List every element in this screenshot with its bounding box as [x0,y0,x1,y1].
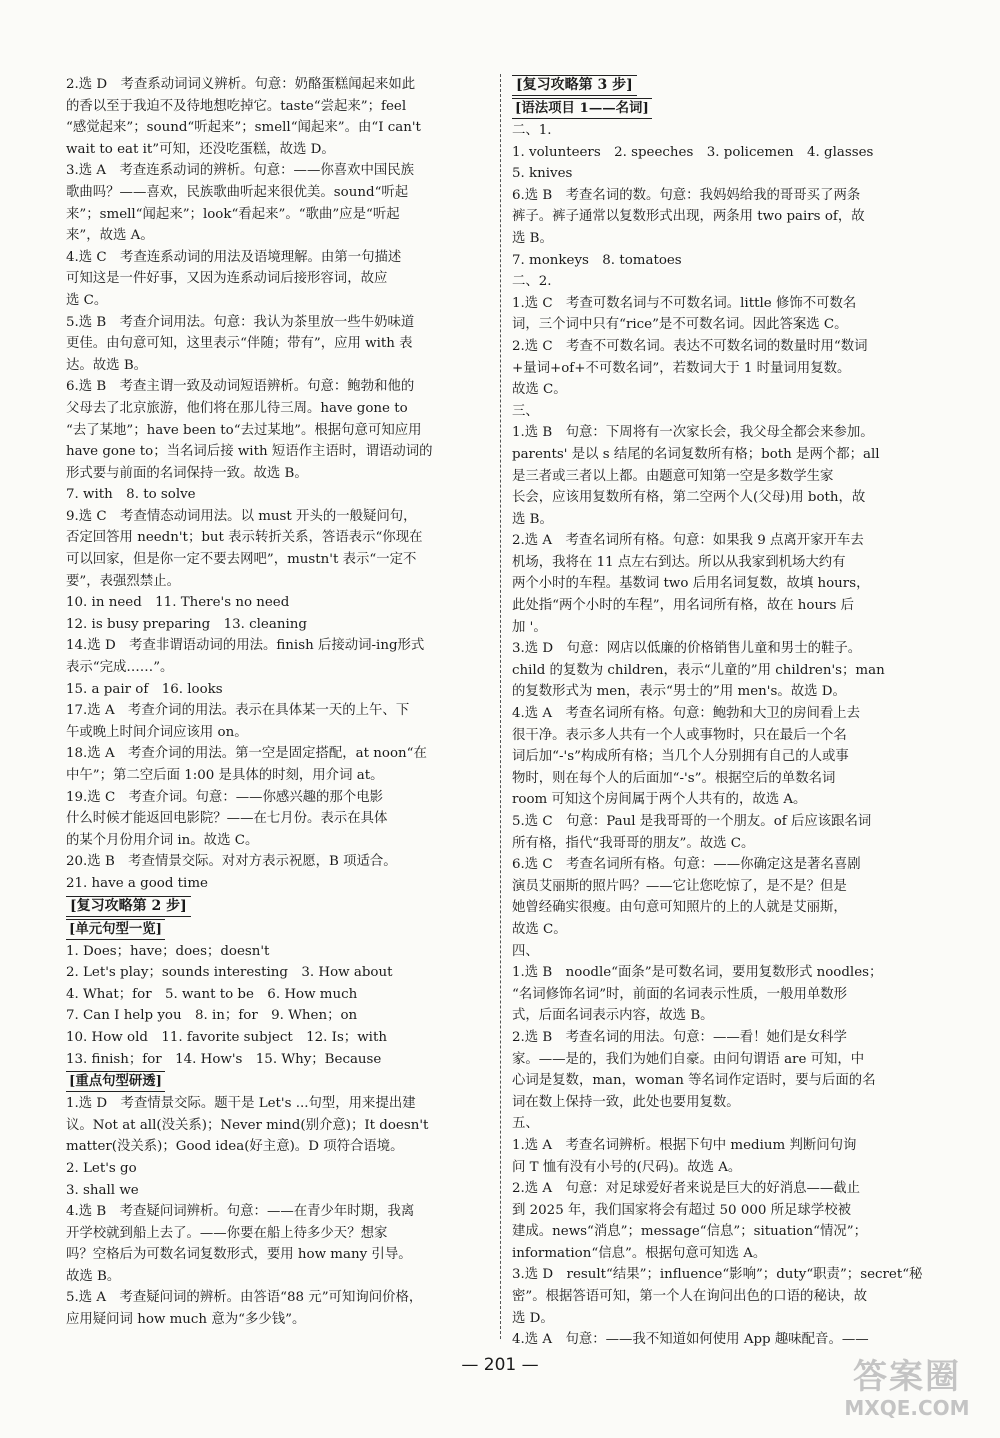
answer-line: 物时，则在每个人的后面加“-'s”。根据空后的单数名词 [512,770,836,786]
answer-line: 达。故选 B。 [66,357,148,373]
answer-line: 五、 [512,1116,539,1132]
left-column [66,74,486,1331]
answer-line: 1. Does；have；does；doesn't [66,943,270,959]
answer-line: 4.选 A 句意：——我不知道如何使用 App 趣味配音。—— [512,1332,869,1348]
subheading-row [512,97,937,120]
subsection-heading: [语法项目 1——名词] [512,98,652,119]
answer-line: 20.选 B 考查情景交际。对对方表示祝愿，B 项适合。 [66,854,397,870]
answer-line: 故选 C。 [512,382,567,398]
answer-line: 13. finish；for 14. How's 15. Why；Because [66,1051,382,1067]
right-column [512,74,937,1351]
answer-line: 两个小时的车程。基数词 two 后用名词复数，故填 hours， [512,576,870,592]
answer-line: 3.选 D result“结果”；influence“影响”；duty“职责”；secret“秘 [512,1267,923,1283]
answer-line: 2.选 A 考查名词所有格。句意：如果我 9 点离开家开车去 [512,533,864,549]
subheading-row [66,918,486,941]
answer-line: 父母去了北京旅游，他们将在那儿待三周。have gone to [66,400,408,416]
answer-line: 到 2025 年，我们国家将会有超过 50 000 所足球学校被 [512,1202,851,1218]
answer-line: 的某个月份用介词 in。故选 C。 [66,832,259,848]
answer-line: 2.选 B 考查名词的用法。句意：——看！她们是女科学 [512,1029,847,1045]
answer-line: 可以回家，但是你一定不要去网吧”，mustn't 表示“一定不 [66,552,417,568]
answer-line: 的复数形式为 men，表示“男士的”用 men's。故选 D。 [512,684,846,700]
answer-line: information“信息”。根据句意可知选 A。 [512,1245,767,1261]
answer-line: 表示“完成……”。 [66,660,174,676]
answer-line: 二、2. [512,274,552,290]
heading-row [66,895,486,918]
answer-line: 词，三个词中只有“rice”是不可数名词。因此答案选 C。 [512,317,848,333]
answer-line: wait to eat it”可知，还没吃蛋糕，故选 D。 [66,141,335,157]
answer-line: 15. a pair of 16. looks [66,681,223,697]
answer-line: 4.选 B 考查疑问词辨析。句意：——在青少年时期，我离 [66,1204,415,1220]
answer-line: 来”；smell“闻起来”；look“看起来”。“歌曲”应是“听起 [66,206,400,222]
column-divider [500,74,501,1339]
answer-line: 可知这是一件好事，又因为连系动词后接形容词，故应 [66,271,388,287]
answer-line: 加 '。 [512,619,547,635]
answer-line: 7. with 8. to solve [66,487,196,503]
answer-line: 选 D。 [512,1310,554,1326]
answer-line: parents' 是以 s 结尾的名词复数所有格；both 是两个都；all [512,446,880,462]
answer-line: 四、 [512,943,539,959]
answer-line: 的香以至于我迫不及待地想吃掉它。taste“尝起来”；feel [66,98,407,114]
answer-line: 5. knives [512,166,573,182]
answer-line: 很干净。表示多人共有一个人或事物时，只在最后一个名 [512,727,847,743]
answer-line: 要”，表强烈禁止。 [66,573,180,589]
answer-line: 5.选 B 考查介词用法。句意：我认为茶里放一些牛奶味道 [66,314,415,330]
answer-line: 3.选 D 句意：网店以低廉的价格销售儿童和男士的鞋子。 [512,641,862,657]
answer-line: 选 B。 [512,230,553,246]
answer-line: 词在数上保持一致，此处也要用复数。 [512,1094,740,1110]
answer-line: 9.选 C 考查情态动词用法。以 must 开头的一般疑问句， [66,508,417,524]
answer-line: 17.选 A 考查介词的用法。表示在具体某一天的上午、下 [66,703,410,719]
answer-line: 形式要与前面的名词保持一致。故选 B。 [66,465,308,481]
answer-line: 2.选 C 考查不可数名词。表达不可数名词的数量时用“数词 [512,338,868,354]
answer-line: 什么时候才能返回电影院？——在七月份。表示在具体 [66,811,388,827]
answer-line: 议。Not at all(没关系)；Never mind(别介意)；It doesn't [66,1117,429,1133]
answer-line: 故选 B。 [66,1268,121,1284]
answer-line: 18.选 A 考查介词的用法。第一空是固定搭配，at noon“在 [66,746,427,762]
watermark-url: MXQE.COM [844,1396,970,1420]
heading-row [512,74,937,97]
answer-line: 裤子。裤子通常以复数形式出现，两条用 two pairs of，故 [512,209,865,225]
subsection-heading: [单元句型一览] [66,919,165,940]
answer-line: 6.选 C 考查名词所有格。句意：——你确定这是著名喜剧 [512,857,861,873]
answer-line: 1.选 C 考查可数名词与不可数名词。little 修饰不可数名 [512,295,857,311]
answer-line: 家。——是的，我们为她们自豪。由问句谓语 are 可知，中 [512,1051,865,1067]
answer-line: 问 T 恤有没有小号的(尺码)。故选 A。 [512,1159,742,1175]
answer-line: 4. What；for 5. want to be 6. How much [66,986,358,1002]
answer-line: 7. monkeys 8. tomatoes [512,252,682,268]
answer-line: 19.选 C 考查介词。句意：——你感兴趣的那个电影 [66,789,383,805]
answer-line: +量词+of+不可数名词”，若数词大于 1 时量词用复数。 [512,360,851,376]
answer-line: “感觉起来”；sound“听起来”；smell“闻起来”。由“I can't [66,120,421,136]
watermark-logo [832,1358,982,1430]
answer-line: 1.选 A 考查名词辨析。根据下句中 medium 判断问句询 [512,1137,857,1153]
answer-line: 建成。news“消息”；message“信息”；situation“情况”； [512,1224,867,1240]
answer-line: 应用疑问词 how much 意为“多少钱”。 [66,1312,306,1328]
answer-line: 所有格，指代“我哥哥的朋友”。故选 C。 [512,835,755,851]
answer-line: 2. Let's go [66,1160,137,1176]
answer-line: 1.选 B noodle“面条”是可数名词，要用复数形式 noodles； [512,965,883,981]
answer-line: 中午”；第二空后面 1:00 是具体的时刻，用介词 at。 [66,768,384,783]
answer-line: 1.选 D 考查情景交际。题干是 Let's ...句型，用来提出建 [66,1096,416,1112]
answer-line: 三、 [512,403,539,419]
answer-line: 午或晚上时间介词应该用 on。 [66,724,248,740]
subheading-row [66,1070,486,1093]
answer-line: 6.选 B 考查名词的数。句意：我妈妈给我的哥哥买了两条 [512,187,861,203]
page-number: — 201 — [461,1355,539,1375]
answer-line: 6.选 B 考查主谓一致及动词短语辨析。句意：鲍勃和他的 [66,379,415,395]
answer-line: 7. Can I help you 8. in；for 9. When；on [66,1008,358,1024]
answer-line: 故选 C。 [512,921,567,937]
section-heading: [复习攻略第 3 步] [512,75,637,96]
answer-line: 5.选 C 句意：Paul 是我哥哥的一个朋友。of 后应该跟名词 [512,814,872,829]
answer-line: matter(没关系)；Good idea(好主意)。D 项符合语境。 [66,1139,404,1155]
answer-line: 她曾经确实很瘦。由句意可知照片的上的人就是艾丽斯， [512,900,847,916]
answer-line: 10. in need 11. There's no need [66,595,290,611]
answer-line: 10. How old 11. favorite subject 12. Is；with [66,1029,387,1045]
answer-line: 5.选 A 考查疑问词的辨析。由答语“88 元”可知询问价格， [66,1290,423,1306]
answer-line: 1.选 B 句意：下周将有一次家长会，我父母全都会来参加。 [512,425,874,441]
answer-line: room 可知这个房间属于两个人共有的，故选 A。 [512,792,807,808]
answer-line: 歌曲吗？——喜欢，民族歌曲听起来很优美。sound“听起 [66,184,409,200]
answer-line: 3. shall we [66,1182,139,1198]
answer-line: 是三者或三者以上都。由题意可知第一空是多数学生家 [512,468,834,484]
answer-line: 密”。根据答语可知，第一个人在询问出色的口语的秘诀，故 [512,1289,867,1305]
answer-line: 否定回答用 needn't；but 表示转折关系，答语表示“你现在 [66,530,423,546]
answer-line: 机场，我将在 11 点左右到达。所以从我家到机场大约有 [512,554,846,570]
answer-line: 演员艾丽斯的照片吗？——它让您吃惊了，是不是？但是 [512,878,847,894]
answer-line: 更佳。由句意可知，这里表示“伴随；带有”，应用 with 表 [66,336,413,352]
answer-line: 4.选 A 考查名词所有格。句意：鲍勃和大卫的房间看上去 [512,706,861,722]
answer-line: 吗？空格后为可数名词复数形式，要用 how many 引导。 [66,1247,412,1263]
answer-line: 4.选 C 考查连系动词的用法及语境理解。由第一句描述 [66,249,402,265]
answer-line: 词后加“-'s”构成所有格；当几个人分别拥有自己的人或事 [512,749,849,765]
answer-line: 长会，应该用复数所有格，第二空两个人(父母)用 both，故 [512,490,866,506]
answer-line: 2. Let's play；sounds interesting 3. How about [66,965,393,981]
answer-line: 来”，故选 A。 [66,228,154,244]
answer-line: 14.选 D 考查非谓语动词的用法。finish 后接动词-ing形式 [66,638,425,654]
answer-line: “去了某地”；have been to“去过某地”。根据句意可知应用 [66,422,422,438]
section-heading: [复习攻略第 2 步] [66,896,191,917]
answer-line: 开学校就到船上去了。——你要在船上待多少天？想家 [66,1225,388,1241]
answer-line: 12. is busy preparing 13. cleaning [66,616,307,632]
answer-line: child 的复数为 children，表示“儿童的”用 children's；man [512,662,885,678]
subsection-heading: [重点句型研透] [66,1071,165,1092]
answer-line: have gone to；当名词后接 with 短语作主语时，谓语动词的 [66,444,433,460]
watermark-logo-text: 答案圈 [853,1357,961,1397]
answer-line: 二、1. [512,123,552,138]
answer-line: 选 C。 [66,292,108,308]
answer-line: 3.选 A 考查连系动词的辨析。句意：——你喜欢中国民族 [66,163,415,179]
answer-line: 式，后面名词表示内容，故选 B。 [512,1008,714,1024]
answer-line: 1. volunteers 2. speeches 3. policemen 4. glasses [512,144,874,160]
answer-line: “名词修饰名词”时，前面的名词表示性质，一般用单数形 [512,986,848,1002]
answer-line: 21. have a good time [66,875,208,891]
answer-line: 此处指“两个小时的车程”，用名词所有格，故在 hours 后 [512,598,854,614]
answer-line: 2.选 A 句意：对足球爱好者来说是巨大的好消息——截止 [512,1181,861,1197]
answer-line: 2.选 D 考查系动词词义辨析。句意：奶酪蛋糕闻起来如此 [66,77,416,92]
answer-line: 选 B。 [512,511,553,527]
answer-line: 心词是复数，man，woman 等名词作定语时，要与后面的名 [512,1073,876,1089]
